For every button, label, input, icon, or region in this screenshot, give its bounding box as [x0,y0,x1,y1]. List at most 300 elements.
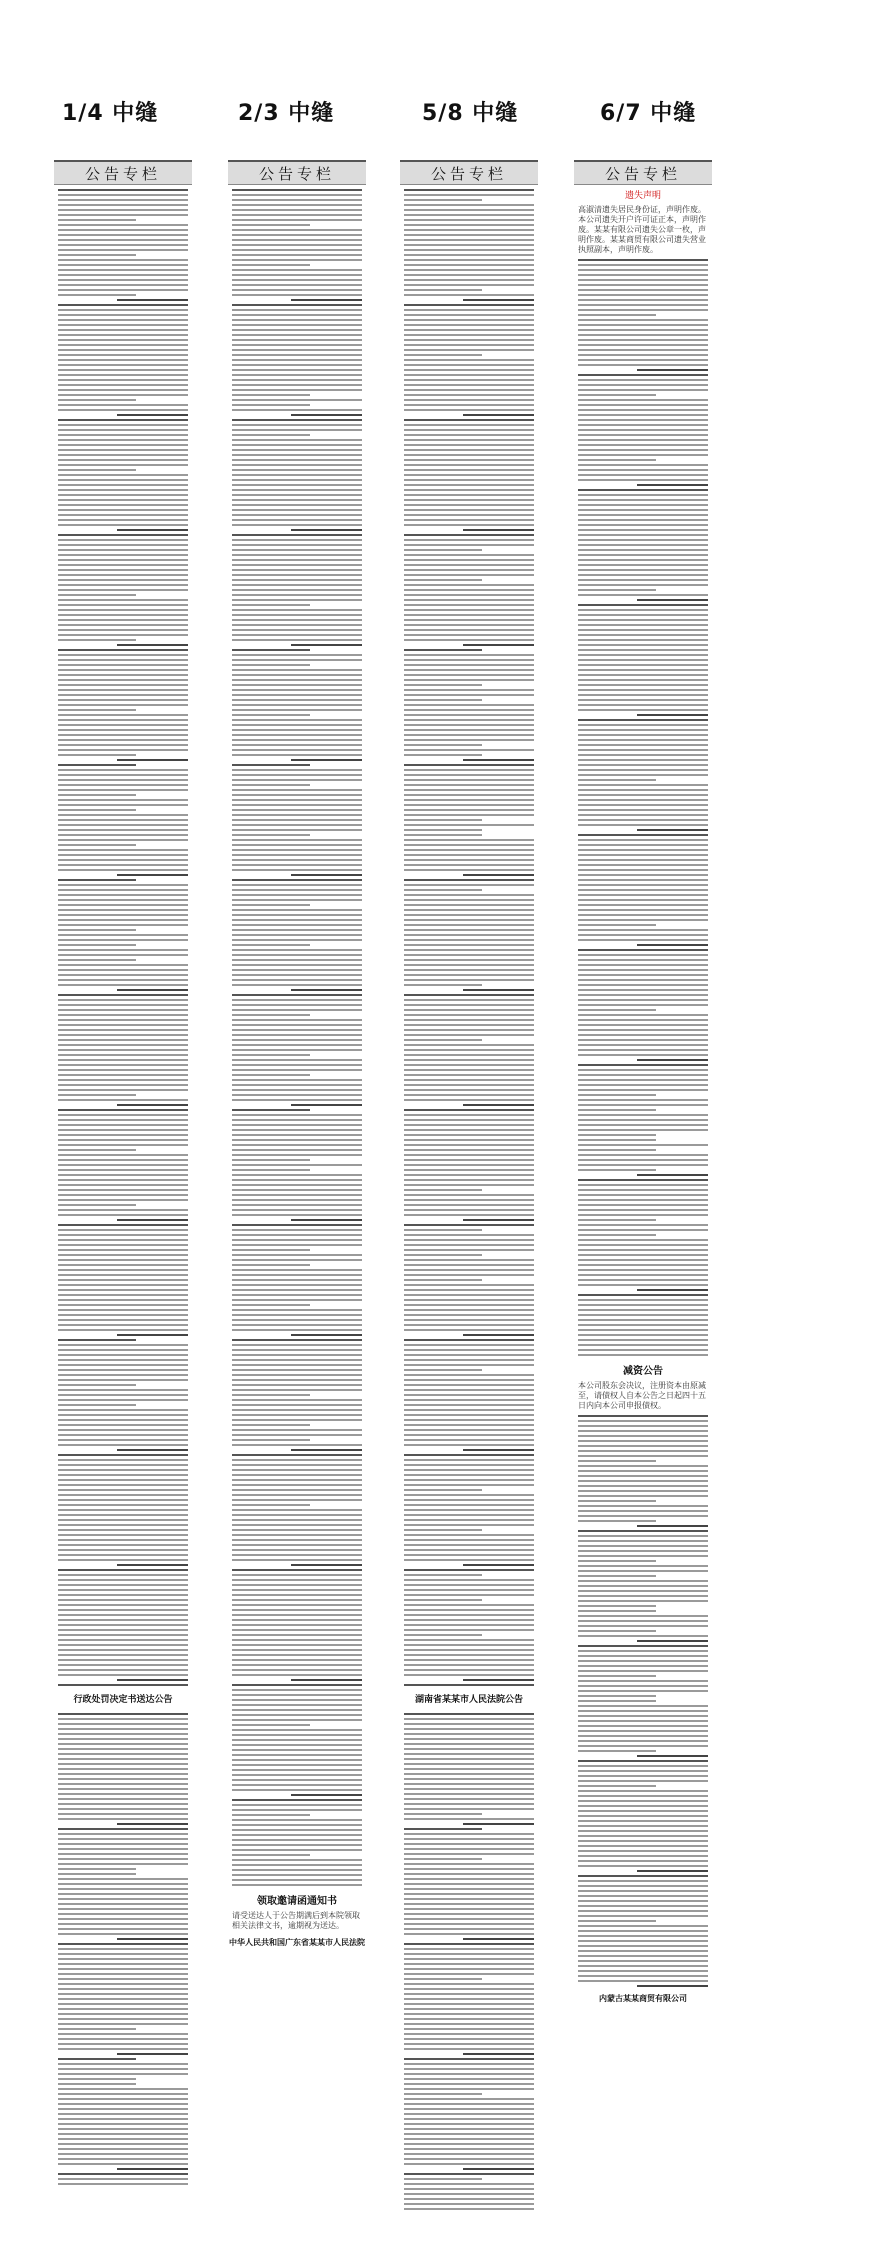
text-line [578,1575,656,1577]
text-line [58,1808,188,1810]
text-line [404,954,534,956]
text-line [232,1759,362,1761]
text-line [232,1339,362,1341]
text-line [404,1669,534,1671]
text-line [232,1409,362,1411]
text-line [232,444,362,446]
text-line [232,1399,362,1401]
text-line [58,2093,188,2095]
text-line [404,539,534,541]
text-line [404,1049,534,1051]
text-line [578,1354,708,1356]
text-line [404,429,534,431]
text-line [578,1259,708,1261]
text-line [578,314,656,316]
text-line [404,574,534,576]
text-line [58,514,188,516]
text-line [232,1749,362,1751]
text-line [578,1124,708,1126]
text-line [58,1798,188,1800]
text-line [58,984,188,986]
text-line [117,1219,189,1221]
text-line [58,954,188,956]
notice-text-block-bottom [400,1709,538,2210]
text-line [404,634,534,636]
text-line [58,884,188,886]
text-line [232,289,362,291]
text-line [232,809,362,811]
text-line [578,639,708,641]
column-label-6-7: 6/7 中缝 [600,101,697,126]
text-line [578,614,708,616]
text-line [232,704,362,706]
text-line [404,1584,534,1586]
text-line [58,539,188,541]
text-line [578,1800,708,1802]
text-line [578,754,708,756]
text-line [404,829,482,831]
text-line [404,1459,534,1461]
text-line [58,1259,188,1261]
text-line [232,1274,362,1276]
text-line [232,424,362,426]
text-line [232,1359,362,1361]
text-line [578,1485,708,1487]
column-label-2-3: 2/3 中缝 [238,101,335,126]
text-line [58,1134,188,1136]
text-line [232,1509,362,1511]
text-line [232,899,362,901]
text-line [404,1489,482,1491]
text-line [578,764,708,766]
text-line [58,1544,188,1546]
text-line [578,1094,656,1096]
text-line [404,1044,534,1046]
text-line [404,1314,534,1316]
text-line [578,1695,656,1697]
text-line [404,1029,534,1031]
text-line [578,1670,708,1672]
text-line [58,1384,136,1386]
text-line [232,754,362,756]
text-line [58,1664,188,1666]
text-line [404,559,534,561]
text-line [578,1825,708,1827]
text-line [58,1314,188,1316]
text-line [232,1764,362,1766]
text-line [404,1259,534,1261]
text-line [58,209,188,211]
text-line [578,1895,708,1897]
text-line [58,1064,188,1066]
text-line [578,554,708,556]
text-line [58,314,188,316]
text-line [232,209,362,211]
text-line [117,299,189,301]
text-line [404,1604,534,1606]
text-line [578,1815,708,1817]
text-line [58,544,188,546]
text-line [232,389,362,391]
text-line [58,679,188,681]
text-line [58,734,188,736]
text-line [232,1424,310,1426]
text-line [58,1659,188,1661]
text-line [58,629,188,631]
text-line [58,1758,188,1760]
text-line [578,1254,708,1256]
text-line [232,214,362,216]
text-line [232,1034,362,1036]
text-line [232,639,362,641]
text-line [404,1409,534,1411]
text-line [578,1540,708,1542]
text-line [232,1784,362,1786]
text-line [578,524,708,526]
text-line [58,2023,188,2025]
text-line [578,1074,708,1076]
text-line [232,1614,362,1616]
text-line [578,1104,708,1106]
text-line [232,1739,362,1741]
text-line [404,1319,534,1321]
text-line [232,1629,362,1631]
text-line [578,719,708,721]
text-line [404,624,534,626]
text-line [232,859,362,861]
text-line [232,914,362,916]
text-line [404,594,534,596]
text-line [58,1993,188,1995]
text-line [404,454,534,456]
text-line [578,449,708,451]
text-line [232,1484,362,1486]
text-line [578,674,708,676]
text-line [578,1950,708,1952]
text-line [58,969,188,971]
text-line [404,1559,534,1561]
text-line [578,1785,656,1787]
text-line [232,1589,362,1591]
text-line [58,1294,188,1296]
text-line [578,1680,708,1682]
text-line [58,1069,188,1071]
text-line [232,1229,362,1231]
text-line [232,889,362,891]
text-line [404,479,534,481]
text-line [578,1560,656,1562]
text-line [578,1925,708,1927]
text-line [578,1009,656,1011]
text-line [232,1824,362,1826]
text-line [404,339,534,341]
text-line [291,1449,363,1451]
text-line [404,919,534,921]
text-line [58,619,188,621]
text-line [58,1933,188,1935]
text-line [578,1324,708,1326]
text-line [58,444,188,446]
text-line [578,549,708,551]
text-line [58,1718,188,1720]
text-line [404,984,482,986]
text-line [232,1189,362,1191]
text-line [404,334,534,336]
text-line [578,339,708,341]
text-line [58,704,188,706]
text-line [58,2013,188,2015]
text-line [232,1519,362,1521]
text-line [58,2078,136,2080]
text-line [404,1609,534,1611]
text-line [58,279,188,281]
text-line [578,1645,708,1647]
text-line [404,2008,534,2010]
text-line [232,264,310,266]
text-line [404,1753,534,1755]
text-line [232,1419,362,1421]
text-line [578,1189,708,1191]
text-line [404,354,482,356]
text-line [58,229,188,231]
text-line [404,1374,534,1376]
text-line [58,1878,188,1880]
text-line [58,924,188,926]
text-line [404,1079,534,1081]
text-line [578,689,708,691]
text-line [232,219,362,221]
text-line [578,309,708,311]
text-line [404,814,534,816]
text-line [232,569,362,571]
text-line [232,1259,362,1261]
text-line [232,489,362,491]
text-line [578,1134,656,1136]
text-line [58,1928,188,1930]
text-line [232,1114,362,1116]
text-line [232,1854,310,1856]
text-line [58,1569,188,1571]
text-line [232,1074,310,1076]
text-line [404,329,534,331]
text-line [232,1324,362,1326]
text-line [232,404,310,406]
text-line [58,1044,188,1046]
text-line [404,1524,534,1526]
text-line [58,1119,188,1121]
text-line [58,244,188,246]
text-line [232,274,362,276]
text-line [58,1958,188,1960]
text-line [578,784,708,786]
text-line [404,2143,534,2145]
text-line [578,1144,708,1146]
text-line [578,1750,656,1752]
text-line [404,1279,482,1281]
text-line [232,364,362,366]
text-line [404,824,534,826]
text-line [58,1054,188,1056]
text-line [232,1699,362,1701]
text-line [578,1299,708,1301]
text-line [578,1790,708,1792]
text-line [58,739,188,741]
text-line [232,804,362,806]
text-line [578,1084,708,1086]
text-line [232,1504,310,1506]
text-line [578,1700,656,1702]
text-line [404,1968,534,1970]
text-line [578,564,708,566]
text-line [58,1149,136,1151]
text-line [232,1374,362,1376]
notice-title: 领取邀请函通知书 [257,1896,337,1907]
text-line [58,1813,188,1815]
text-line [404,2088,534,2090]
text-line [578,679,708,681]
text-line [404,239,534,241]
text-line [463,529,535,531]
text-line [232,1064,362,1066]
text-line [58,1873,136,1875]
text-line [578,1795,708,1797]
text-line [117,2053,189,2055]
text-line [58,474,188,476]
text-line [404,514,534,516]
text-line [578,329,708,331]
text-line [58,699,188,701]
text-line [232,509,362,511]
text-line [404,254,534,256]
text-line [404,1838,534,1840]
text-line [578,1209,708,1211]
text-line [404,584,534,586]
text-line [578,1880,708,1882]
text-line [404,499,534,501]
text-line [404,2188,534,2190]
text-line [404,1089,534,1091]
text-line [404,1903,534,1905]
text-line [404,1778,534,1780]
text-line [578,1329,708,1331]
text-line [404,2148,534,2150]
text-line [232,844,362,846]
text-line [232,1524,362,1526]
text-line [404,1933,534,1935]
text-line [58,1778,188,1780]
text-line [404,1184,534,1186]
text-line [578,1279,708,1281]
text-line [578,1625,708,1627]
text-line [58,2123,188,2125]
text-line [463,1449,535,1451]
text-line [58,589,188,591]
text-line [58,1014,188,1016]
text-line [404,1848,534,1850]
text-line [578,394,656,396]
text-line [578,1099,708,1101]
text-line [232,1309,362,1311]
text-line [232,544,362,546]
notice-title: 湖南省某某市人民法院公告 [414,1695,523,1705]
column-header: 公告专栏 [574,162,712,185]
text-line [578,1890,708,1892]
text-line [404,1254,482,1256]
text-line [232,1674,362,1676]
text-line [404,1908,534,1910]
text-line [58,1329,188,1331]
text-line [58,609,188,611]
text-line [578,1344,708,1346]
text-line [404,549,482,551]
text-line [404,1868,534,1870]
text-line [578,664,708,666]
text-line [404,219,534,221]
text-line [58,2073,188,2075]
text-line [578,304,708,306]
text-line [404,1239,534,1241]
text-line [578,1745,708,1747]
text-line [58,1534,188,1536]
text-line [404,589,534,591]
text-line [578,1470,708,1472]
text-line [404,2158,534,2160]
text-line [58,1773,188,1775]
text-line [404,1074,534,1076]
text-line [58,694,188,696]
text-line [58,1818,188,1820]
text-line [404,1234,534,1236]
text-line [463,644,535,646]
text-line [404,264,534,266]
text-line [58,659,188,661]
text-line [404,1359,534,1361]
text-line [404,834,482,836]
text-line [291,1564,363,1566]
text-line [58,1609,188,1611]
text-line [232,549,362,551]
text-line [232,1734,362,1736]
text-line [58,1599,188,1601]
notice-text-block-bottom [574,1411,712,1987]
text-line [404,1349,534,1351]
text-line [637,599,709,601]
text-line [232,659,362,661]
text-line [58,1274,188,1276]
text-line [578,489,708,491]
text-line [232,1159,310,1161]
text-line [58,479,188,481]
text-line [404,1713,534,1715]
text-line [58,424,188,426]
text-line [578,354,708,356]
text-line [578,709,708,711]
text-line [232,1014,310,1016]
text-line [58,1324,188,1326]
text-line [578,894,708,896]
text-line [117,1449,189,1451]
text-line [404,1419,534,1421]
text-line [58,1429,188,1431]
text-line [232,1344,362,1346]
text-line [58,1514,188,1516]
text-line [58,1838,188,1840]
text-line [58,1973,188,1975]
text-line [232,1069,362,1071]
text-line [404,1309,534,1311]
text-line [404,244,534,246]
text-line [578,569,708,571]
